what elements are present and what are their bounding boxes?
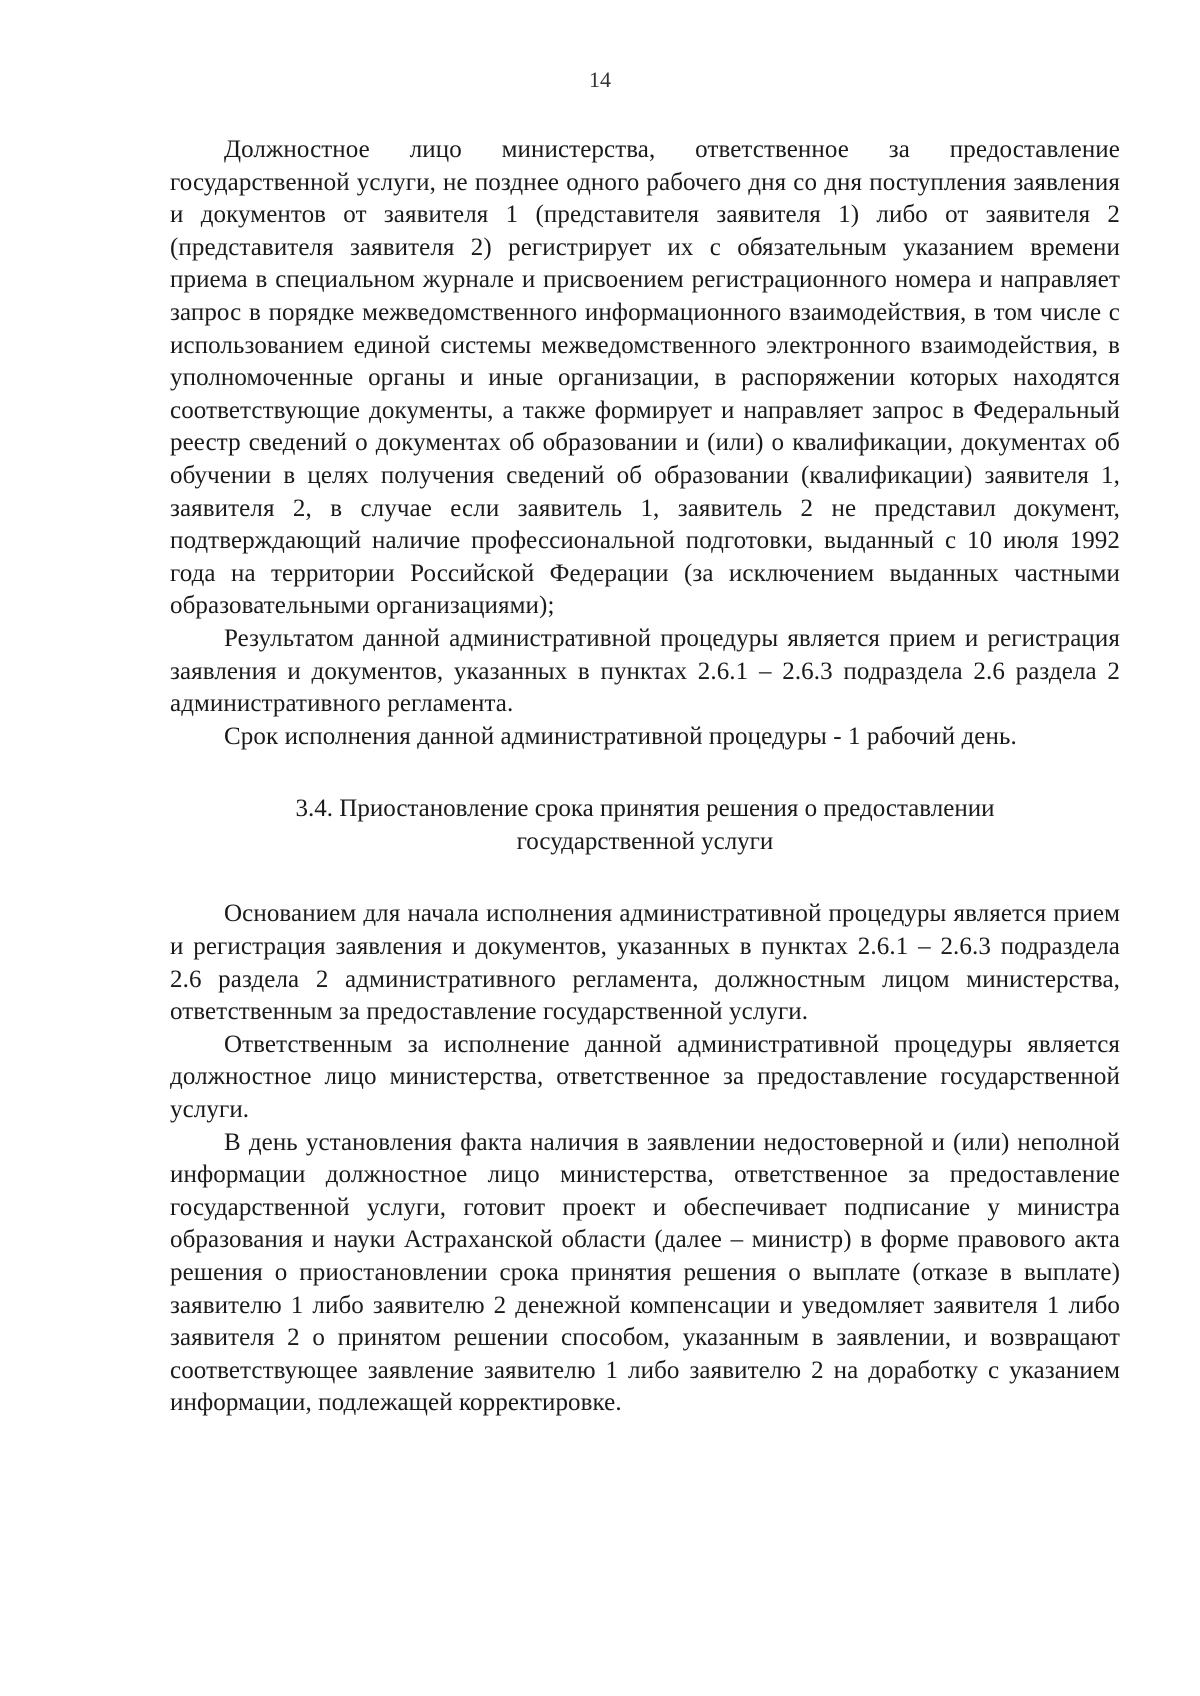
paragraph-grounds: Основанием для начала исполнения административной процедуры является прием и регистрация заявления и документов, указанных в пунктах 2.6.1 – 2.6.3 подраздела 2.6 раздела 2 административного регламента, должностным лицом министерства, ответственным за предоставление государственной услуги. — [170, 900, 1120, 1026]
paragraph-result: Результатом данной административной процедуры является прием и регистрация заявления и документов, указанных в пунктах 2.6.1 – 2.6.3 подраздела 2.6 раздела 2 административного регламента. — [170, 624, 1120, 718]
paragraph-term: Срок исполнения данной административной процедуры - 1 рабочий день. — [224, 722, 1017, 750]
paragraph-suspension-decision: В день установления факта наличия в заявлении недостоверной и (или) неполной информации должностное лицо министерства, ответственное за предоставление государственной услуги, готовит проект и обеспечивает подписание у министра образования и науки Астраханской области (далее – министр) в форме правового акта решения о приостановлении срока принятия решения о выплате (отказе в выплате) заявителю 1 либо заявителю 2 денежной компенсации и уведомляет заявителя 1 либо заявителя 2 о принятом решении способом, указанным в заявлении, и возвращают соответствующее заявление заявителю 1 либо заявителю 2 на доработку с указанием информации, подлежащей корректировке. — [170, 1128, 1120, 1417]
section-heading-line-2: государственной услуги — [516, 827, 774, 855]
paragraph-registration: Должностное лицо министерства, ответственное за предоставление государственной услуги, не позднее одного рабочего дня со дня поступления заявления и документов от заявителя 1 (представителя заявителя 1) либо от заявителя 2 (представителя заявителя 2) регистрирует их с обязательным указанием времени приема в специальном журнале и присвоением регистрационного номера и направляет запрос в порядке межведомственного информационного взаимодействия, в том числе с использованием единой системы межведомственного электронного взаимодействия, в уполномоченные органы и иные организации, в распоряжении которых находятся соответствующие документы, а также формирует и направляет запрос в Федеральный реестр сведений о документах об образовании и (или) о квалификации, документах об обучении в целях получения сведений об образовании (квалификации) заявителя 1, заявителя 2, в случае если заявитель 1, заявитель 2 не представил документ, подтверждающий наличие профессиональной подготовки, выданный с 10 июля 1992 года на территории Российской Федерации (за исключением выданных частными образовательными организациями); — [170, 136, 1120, 620]
section-heading-line-1: 3.4. Приостановление срока принятия решения о предоставлении — [295, 795, 995, 823]
paragraph-responsible: Ответственным за исполнение данной административной процедуры является должностное лицо министерства, ответственное за предоставление государственной услуги. — [170, 1030, 1120, 1124]
document-body — [170, 134, 1120, 1420]
procedure-suspension-section — [170, 898, 1120, 1420]
section-heading — [170, 793, 1120, 858]
page-number: 14 — [589, 67, 611, 92]
procedure-registration-section — [170, 134, 1120, 753]
